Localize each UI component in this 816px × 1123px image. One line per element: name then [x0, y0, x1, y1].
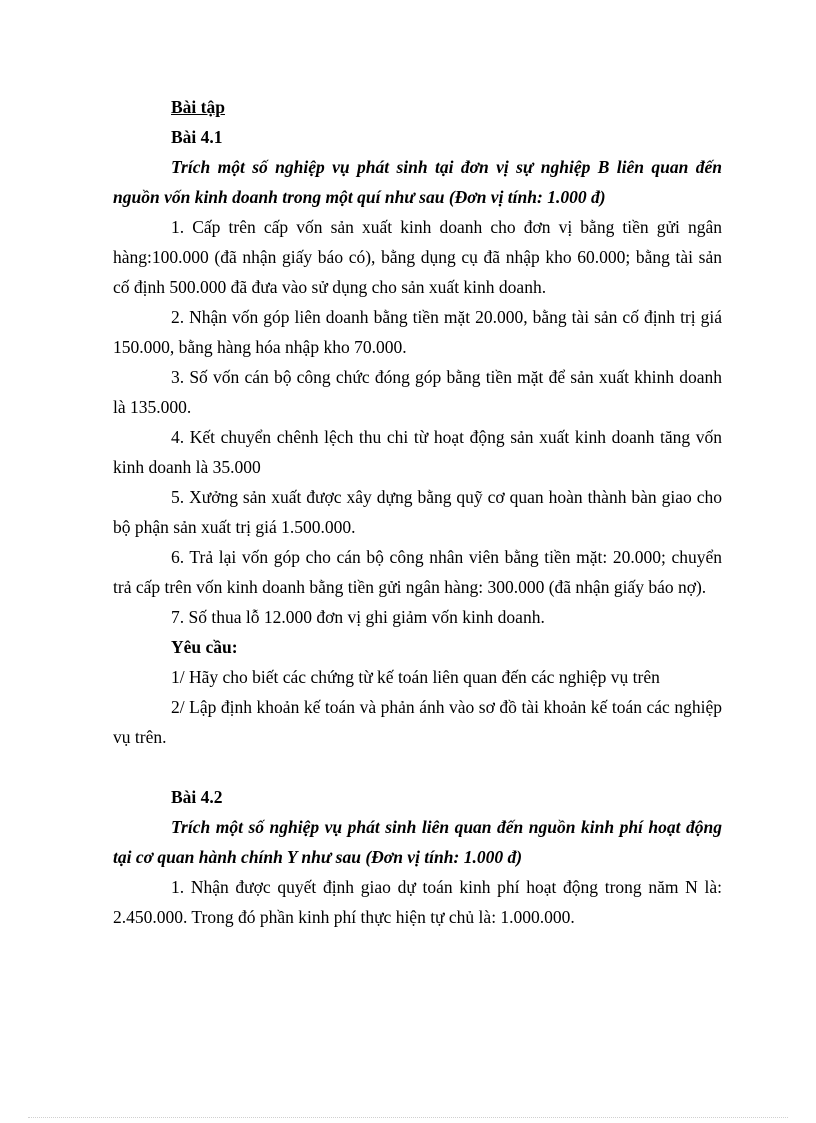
document-body: [113, 92, 722, 932]
exercise-4-1-item-3: 3. Số vốn cán bộ công chức đóng góp bằng tiền mặt để sản xuất khinh doanh là 135.000.: [113, 367, 722, 417]
requirement-2: 2/ Lập định khoản kế toán và phản ánh vào sơ đồ tài khoản kế toán các nghiệp vụ trên.: [113, 697, 722, 747]
exercise-4-1-item-6: 6. Trả lại vốn góp cho cán bộ công nhân viên bằng tiền mặt: 20.000; chuyển trả cấp trên vốn kinh doanh bằng tiền gửi ngân hàng: 300.000 (đã nhận giấy báo nợ).: [113, 547, 722, 597]
exercise-4-1-intro: Trích một số nghiệp vụ phát sinh tại đơn vị sự nghiệp B liên quan đến nguồn vốn kinh doanh trong một quí như sau (Đơn vị tính: 1.000 đ): [113, 157, 722, 207]
exercise-4-1-item-1: 1. Cấp trên cấp vốn sản xuất kinh doanh cho đơn vị bằng tiền gửi ngân hàng:100.000 (đã nhận giấy báo có), bằng dụng cụ đã nhập kho 60.000; bằng tài sản cố định 500.000 đã đưa vào sử dụng cho sản xuất kinh doanh.: [113, 217, 722, 297]
exercises-heading: Bài tập: [171, 97, 225, 117]
exercise-4-1-item-4: 4. Kết chuyển chênh lệch thu chi từ hoạt động sản xuất kinh doanh tăng vốn kinh doanh là 35.000: [113, 427, 722, 477]
exercise-4-2-title: Bài 4.2: [171, 787, 223, 807]
exercise-4-2-item-1: 1. Nhận được quyết định giao dự toán kinh phí hoạt động trong năm N là: 2.450.000. Trong đó phần kinh phí thực hiện tự chủ là: 1.000.000.: [113, 877, 722, 927]
exercise-4-1-item-7: 7. Số thua lỗ 12.000 đơn vị ghi giảm vốn kinh doanh.: [171, 607, 545, 627]
requirements-title: Yêu cầu:: [171, 637, 238, 657]
exercise-4-1-item-5: 5. Xưởng sản xuất được xây dựng bằng quỹ cơ quan hoàn thành bàn giao cho bộ phận sản xuất trị giá 1.500.000.: [113, 487, 722, 537]
exercise-4-2-intro: Trích một số nghiệp vụ phát sinh liên quan đến nguồn kinh phí hoạt động tại cơ quan hành chính Y như sau (Đơn vị tính: 1.000 đ): [113, 817, 722, 867]
exercise-4-1-title: Bài 4.1: [171, 127, 223, 147]
exercise-4-1-item-2: 2. Nhận vốn góp liên doanh bằng tiền mặt 20.000, bằng tài sản cố định trị giá 150.000, bằng hàng hóa nhập kho 70.000.: [113, 307, 722, 357]
page-bottom-divider: [28, 1117, 788, 1118]
section-spacer: [113, 752, 722, 782]
requirement-1: 1/ Hãy cho biết các chứng từ kế toán liên quan đến các nghiệp vụ trên: [171, 667, 660, 687]
